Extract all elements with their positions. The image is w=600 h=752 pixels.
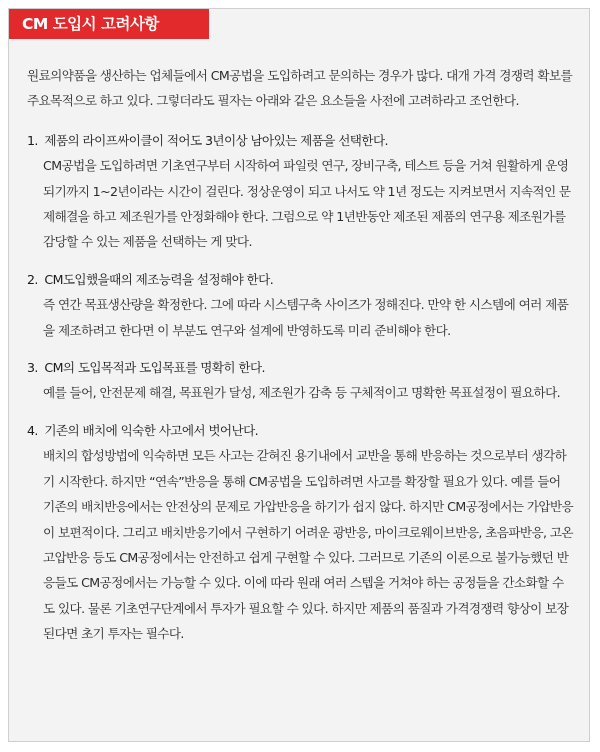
section-title-text: CM도입했을때의 제조능력을 설정해야 한다. [44,271,274,287]
section-body: 즉 연간 목표생산량을 확정한다. 그에 따라 시스템구축 사이즈가 정해진다. 만약 한 시스템에 여러 제품을 제조하려고 한다면 이 부분도 연구와 설계에 반영하도록 미리 준비해야 한다. [43,297,569,338]
section-number: 2. [27,271,38,287]
box-content [27,63,575,659]
section-title [27,418,575,443]
section-title [27,128,575,153]
section-number: 1. [27,132,38,148]
section-title [27,267,575,292]
section-title-text: 제품의 라이프싸이클이 적어도 3년이상 남아있는 제품을 선택한다. [44,132,388,148]
section-1 [27,128,575,255]
section-body: 배치의 합성방법에 익숙하면 모든 사고는 갇혀진 용기내에서 교반을 통해 반응하는 것으로부터 생각하기 시작한다. 하지만 “연속”반응을 통해 CM공법을 도입하려면 사고를 확장할 필요가 있다. 예를 들어 기존의 배치반응에서는 안전상의 문제로 가압반응을 하기가 쉽지 않다. 하지만 CM공정에서는 가압반응이 보편적이다. 그리고 배치반응기에서 구현하기 어려운 광반응, 마이크로웨이브반응, 초음파반응, 고온고압반응 등도 CM공정에서는 안전하고 쉽게 구현할 수 있다. 그러므로 기존의 이론으로 불가능했던 반응들도 CM공정에서는 가능할 수 있다. 이에 따라 원래 여러 스텝을 거쳐야 하는 공정들을 간소화할 수도 있다. 물론 기초연구단계에서 투자가 필요할 수 있다. 하지만 제품의 품질과 가격경쟁력 향상이 보장된다면 초기 투자는 필수다. [43,448,574,642]
section-title [27,355,575,380]
section-title-text: 기존의 배치에 익숙한 사고에서 벗어난다. [44,422,259,438]
section-number: 4. [27,422,38,438]
box-title: CM 도입시 고려사항 [9,9,209,39]
section-body: CM공법을 도입하려면 기초연구부터 시작하여 파일럿 연구, 장비구축, 테스트 등을 거쳐 원활하게 운영되기까지 1~2년이라는 시간이 걸린다. 정상운영이 되고 나서도 약 1년 정도는 지켜보면서 지속적인 문제해결을 하고 제조원가를 안정화해야 한다. 그럼으로 약 1년반동안 제조된 제품의 연구용 제조원가를 감당할 수 있는 제품을 선택하는 게 맞다. [43,158,571,250]
section-number: 3. [27,360,38,376]
section-body: 예를 들어, 안전문제 해결, 목표원가 달성, 제조원가 감축 등 구체적이고 명확한 목표설정이 필요하다. [43,385,561,401]
intro-paragraph: 원료의약품을 생산하는 업체들에서 CM공법을 도입하려고 문의하는 경우가 많다. 대개 가격 경쟁력 확보를 주요목적으로 하고 있다. 그렇더라도 필자는 아래와 같은 요소들을 사전에 고려하라고 조언한다. [27,68,573,109]
section-2 [27,267,575,343]
info-box [8,8,590,742]
section-4 [27,418,575,647]
section-title-text: CM의 도입목적과 도입목표를 명확히 한다. [44,360,265,376]
section-3 [27,355,575,406]
